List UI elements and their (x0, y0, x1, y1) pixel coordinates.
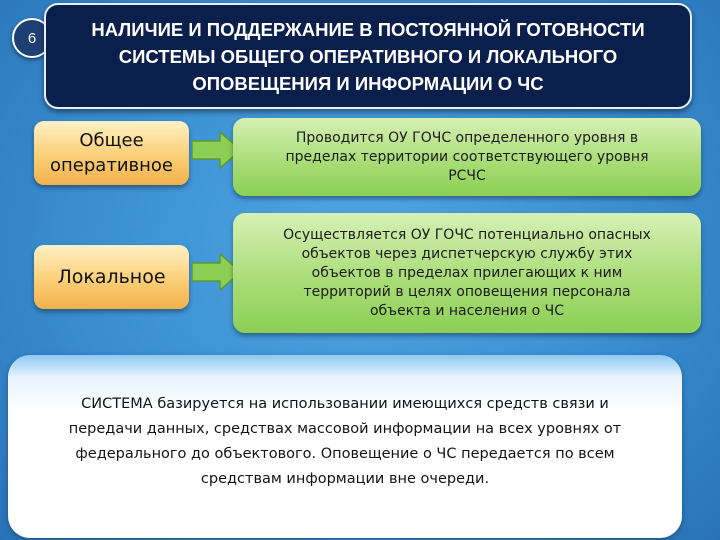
title-box (44, 3, 692, 109)
slide-number: 6 (27, 29, 37, 47)
general-operational-label: Общее оперативное (50, 130, 173, 176)
system-info-box (8, 355, 682, 538)
local-description: Осуществляется ОУ ГОЧС потенциально опасных объектов через диспетчерскую службу этих объектов в пределах прилегающих к ним территорий в целях оповещения персонала объекта и населения о ЧС (283, 226, 651, 319)
general-operational-description-box (233, 118, 701, 196)
local-label: Локальное (57, 266, 166, 288)
general-operational-box (34, 121, 189, 185)
slide-title: НАЛИЧИЕ И ПОДДЕРЖАНИЕ В ПОСТОЯННОЙ ГОТОВНОСТИ СИСТЕМЫ ОБЩЕГО ОПЕРАТИВНОГО И ЛОКАЛЬНОГО ОПОВЕЩЕНИЯ И ИНФОРМАЦИИ О ЧС (91, 18, 645, 94)
local-box (34, 245, 189, 309)
general-operational-description: Проводится ОУ ГОЧС определенного уровня в пределах территории соответствующего уровня РСЧС (285, 129, 649, 184)
local-description-box (233, 213, 701, 333)
system-info-text: СИСТЕМА базируется на использовании имеющихся средств связи и передачи данных, средствах массовой информации на всех уровнях от федерального до объектового. Оповещение о ЧС передается по всем средствам информации вне очереди. (68, 395, 622, 487)
